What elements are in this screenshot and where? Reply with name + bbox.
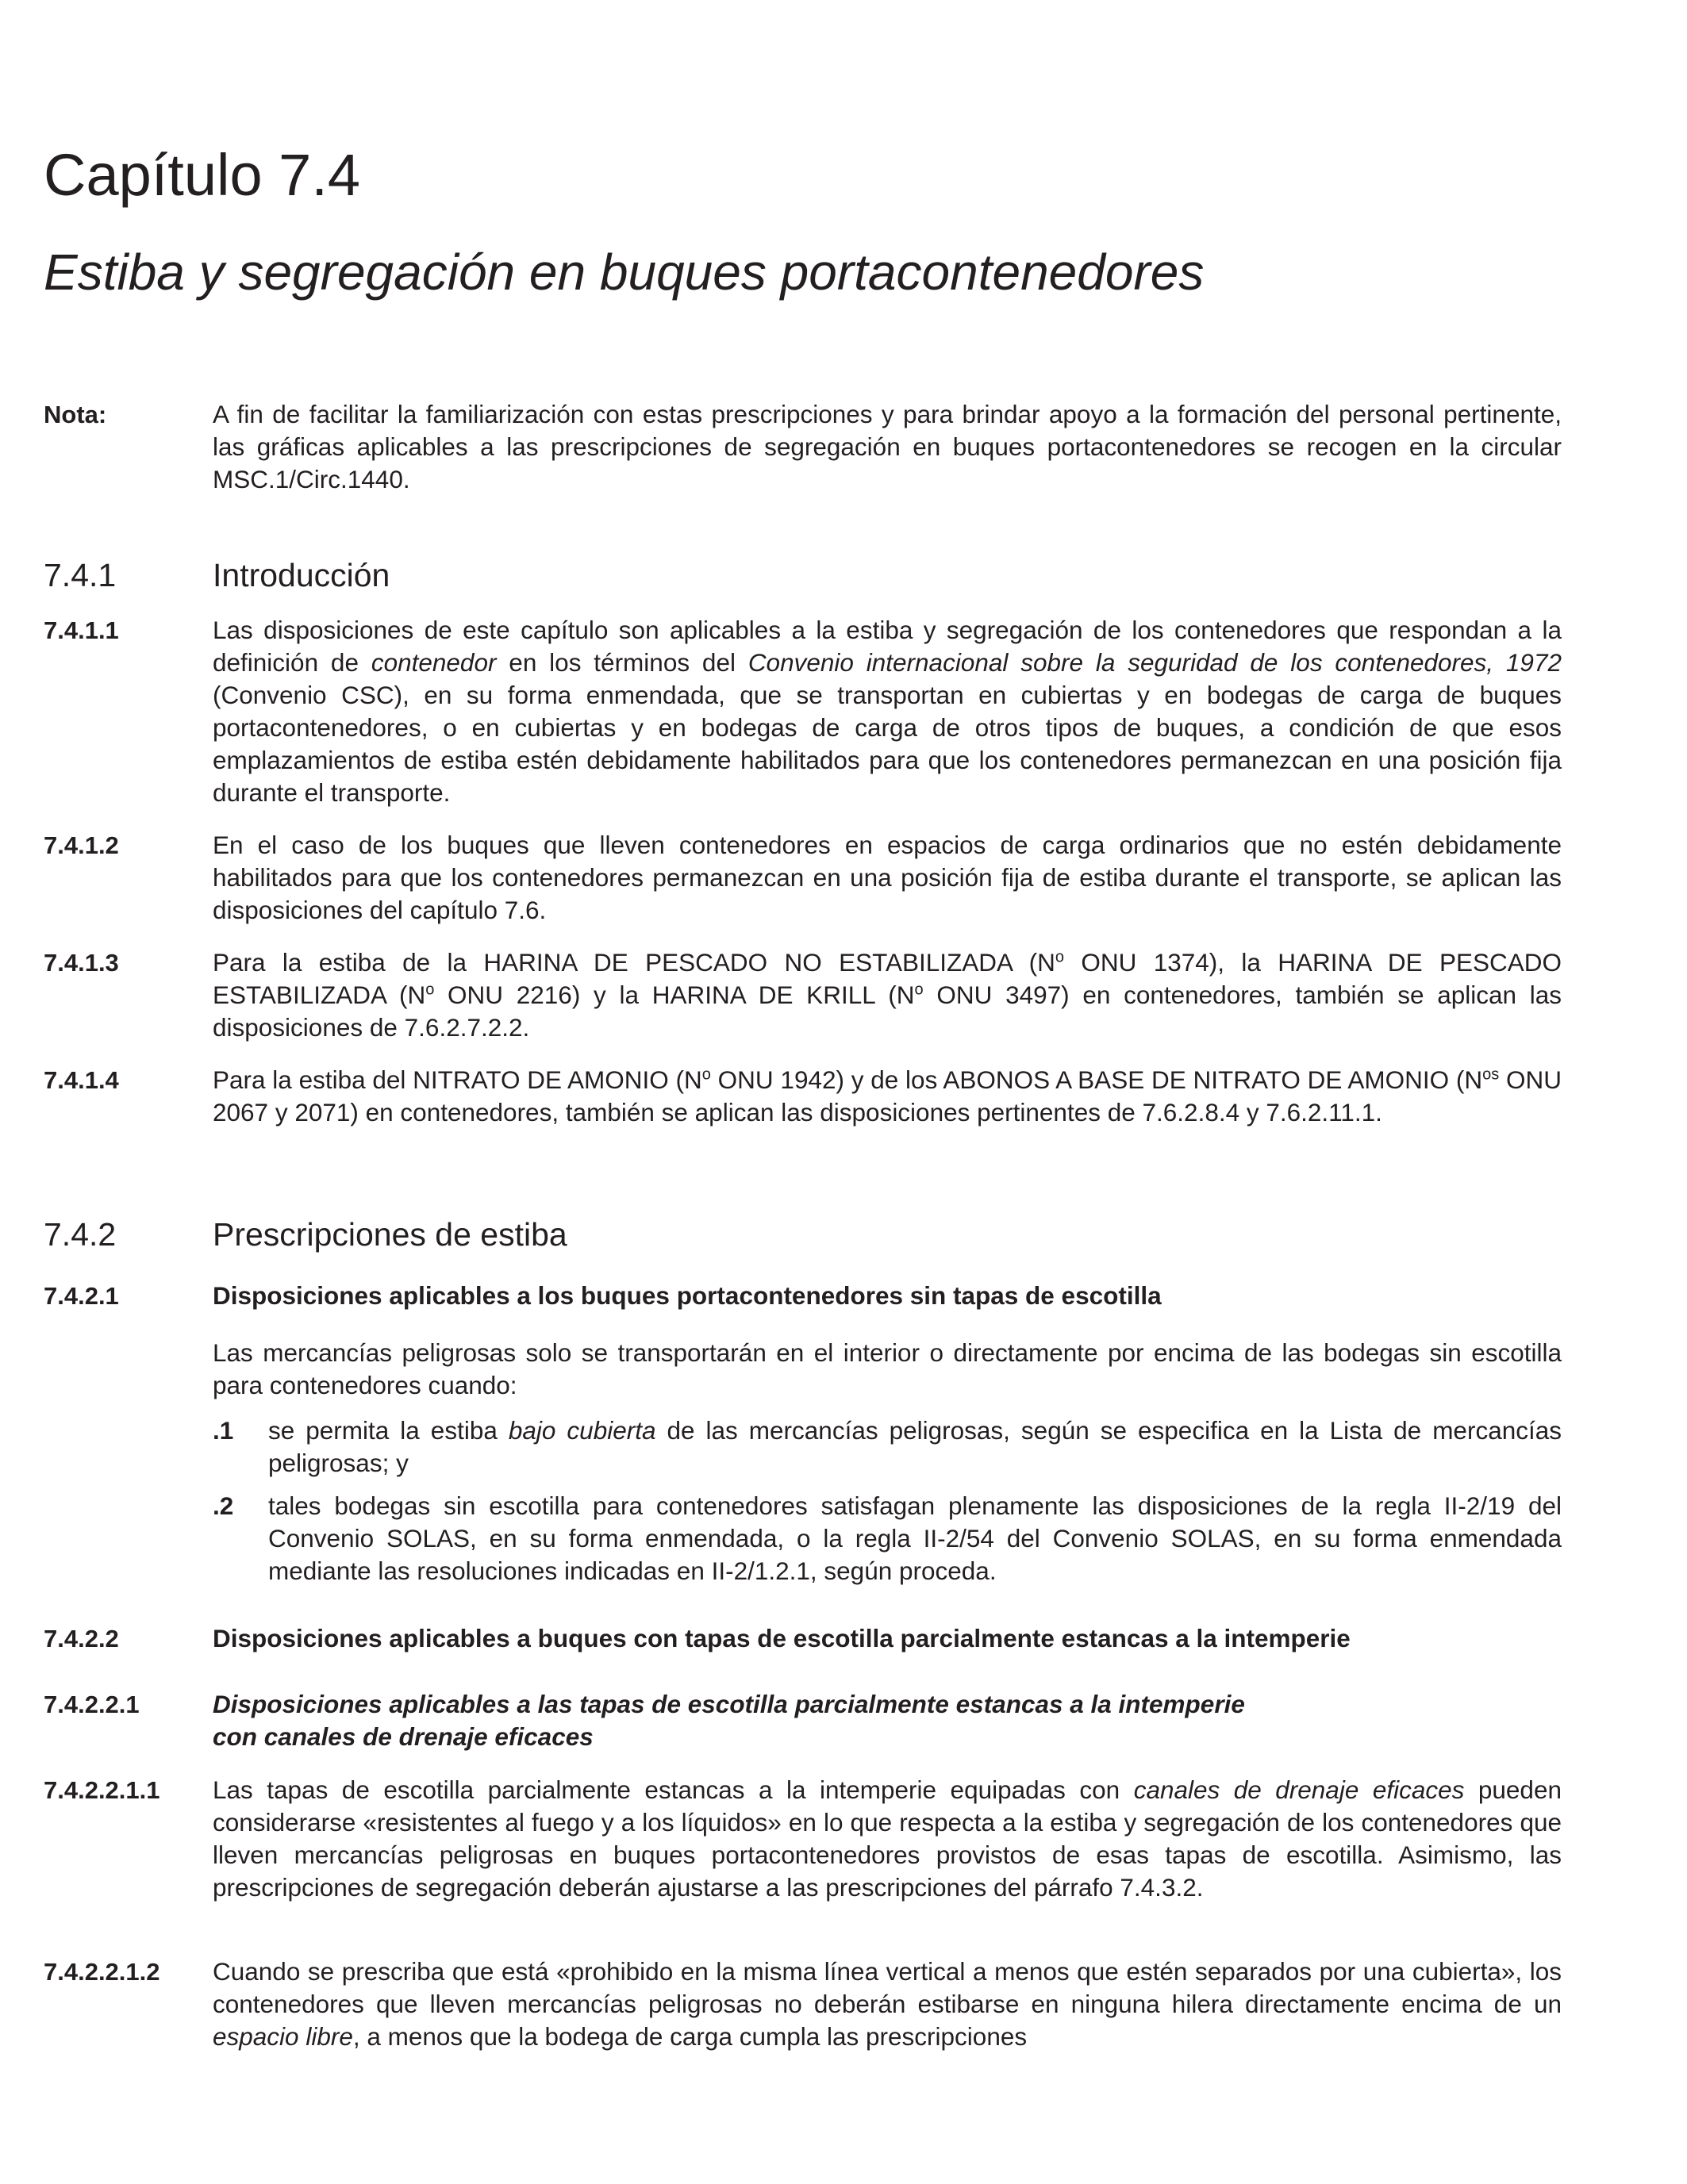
paragraph-text: Para la estiba del NITRATO DE AMONIO ($N^o$ ONU 1942) y de los ABONOS A BASE DE NITRATO DE AMONIO ($N^{os}$ ONU 2067 y 2071) en contenedores, también se aplican las disposiciones pertinentes de 7.6.2.8.4 y 7.6.2.11.1.: [213, 1065, 1562, 1127]
paragraph-text: Las mercancías peligrosas solo se transportarán en el interior o directamente por encima de las bodegas sin escotilla para contenedores cuando:: [213, 1338, 1562, 1399]
paragraph-number: 7.4.2.2.1: [44, 1691, 140, 1718]
paragraph-number: 7.4.2.1: [44, 1282, 119, 1310]
note-label: Nota:: [44, 401, 107, 428]
section-title: Introducción: [213, 557, 390, 593]
paragraph-number: 7.4.1.1: [44, 616, 119, 644]
paragraph-number: 7.4.1.4: [44, 1066, 119, 1094]
list-item-text: tales bodegas sin escotilla para contenedores satisfagan plenamente las disposiciones de la regla II-2/19 del Convenio SOLAS, en su forma enmendada, o la regla II-2/54 del Convenio SOLAS, en su forma enmendada mediante las resoluciones indicadas en II-2/1.2.1, según proceda.: [268, 1491, 1562, 1585]
section-number: 7.4.1: [44, 557, 117, 593]
list-item-marker: .2: [213, 1491, 234, 1520]
section-number: 7.4.2: [44, 1216, 117, 1253]
paragraph-number: 7.4.1.3: [44, 949, 119, 977]
chapter-subtitle: Estiba y segregación en buques portacontenedores: [44, 244, 1205, 301]
paragraph-text: Las disposiciones de este capítulo son aplicables a la estiba y segregación de los contenedores que respondan a la definición de contenedor en los términos del Convenio internacional sobre la seguridad de los contenedores, 1972 (Convenio CSC), en su forma enmendada, que se transportan en cubiertas y en bodegas de carga de buques portacontenedores, o en cubiertas y en bodegas de carga de otros tipos de buques, a condición de que esos emplazamientos de estiba estén debidamente habilitados para que los contenedores permanezcan en una posición fija durante el transporte.: [213, 616, 1562, 807]
paragraph-text: En el caso de los buques que lleven contenedores en espacios de carga ordinarios que no estén debidamente habilitados para que los contenedores permanezcan en una posición fija de estiba durante el transporte, se aplican las disposiciones del capítulo 7.6.: [213, 831, 1562, 924]
paragraph-text: Para la estiba de la HARINA DE PESCADO NO ESTABILIZADA ($N^o$ ONU 1374), la HARINA DE PESCADO ESTABILIZADA ($N^o$ ONU 2216) y la HARINA DE KRILL ($N^o$ ONU 3497) en contenedores, también se aplican las disposiciones de 7.6.2.7.2.2.: [213, 948, 1562, 1042]
note-text: A fin de facilitar la familiarización con estas prescripciones y para brindar apoyo a la formación del personal pertinente, las gráficas aplicables a las prescripciones de segregación en buques portacontenedores se recogen en la circular MSC.1/Circ.1440.: [213, 400, 1562, 493]
paragraph-text: Las tapas de escotilla parcialmente estancas a la intemperie equipadas con canales de drenaje eficaces pueden considerarse «resistentes al fuego y a los líquidos» en lo que respecta a la estiba y segregación de los contenedores que lleven mercancías peligrosas en buques portacontenedores provistos de esas tapas de escotilla. Asimismo, las prescripciones de segregación deberán ajustarse a las prescripciones del párrafo 7.4.3.2.: [213, 1775, 1562, 1902]
paragraph-title: Disposiciones aplicables a los buques portacontenedores sin tapas de escotilla: [213, 1281, 1162, 1310]
list-item-marker: .1: [213, 1416, 234, 1445]
chapter-title: Capítulo 7.4: [44, 142, 361, 208]
paragraph-number: 7.4.2.2: [44, 1625, 119, 1652]
paragraph-number: 7.4.2.2.1.2: [44, 1958, 160, 1986]
paragraph-number: 7.4.1.2: [44, 831, 119, 859]
paragraph-title: Disposiciones aplicables a buques con tapas de escotilla parcialmente estancas a la intemperie: [213, 1624, 1351, 1652]
section-title: Prescripciones de estiba: [213, 1216, 567, 1253]
list-item-text: se permita la estiba bajo cubierta de las mercancías peligrosas, según se especifica en la Lista de mercancías peligrosas; y: [268, 1416, 1562, 1477]
paragraph-text: Cuando se prescriba que está «prohibido en la misma línea vertical a menos que estén separados por una cubierta», los contenedores que lleven mercancías peligrosas no deberán estibarse en ninguna hilera directamente encima de un espacio libre, a menos que la bodega de carga cumpla las prescripciones: [213, 1957, 1562, 2051]
paragraph-number: 7.4.2.2.1.1: [44, 1776, 160, 1804]
paragraph-title: Disposiciones aplicables a las tapas de escotilla parcialmente estancas a la intemperie con canales de drenaje eficaces: [213, 1690, 1245, 1751]
